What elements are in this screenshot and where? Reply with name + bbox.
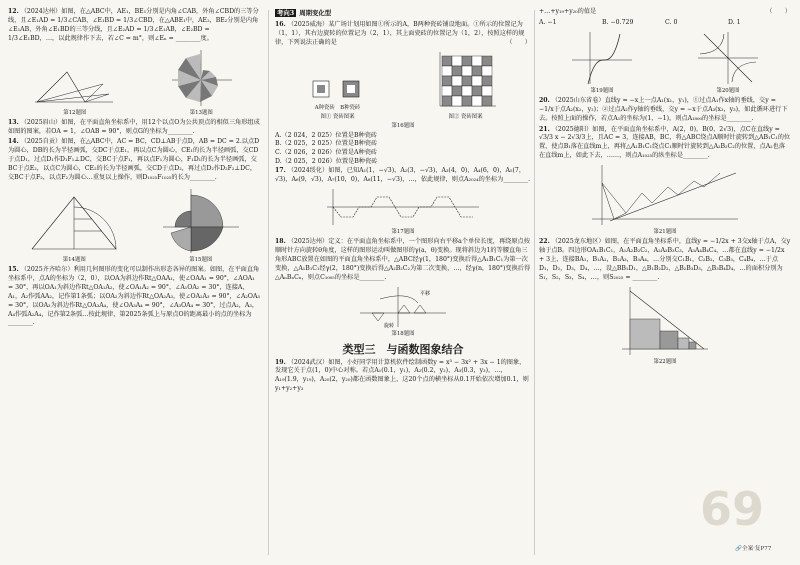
column-right — [539, 8, 791, 368]
figure-20-caption: 第20题图 — [716, 87, 740, 94]
figure-16-caption: 第16题图 — [391, 122, 415, 129]
option-c: C. 0 — [665, 18, 678, 26]
figure-15 — [161, 187, 241, 255]
option-a: A.（2 024，2 025）位置是B种瓷砖 — [275, 131, 378, 139]
link-icon: 🔗 — [735, 546, 742, 552]
column-left — [8, 8, 261, 330]
option-d: D.（2 025，2 026）位置是B种瓷砖 — [275, 158, 378, 166]
option-b: B.（2 025，2 025）位置是B种瓷砖 — [275, 140, 378, 148]
problem-19-options — [539, 19, 791, 28]
figure-12 — [33, 62, 117, 108]
problem-17: 17. （2024绥化）如图，已知A₁(1，−√3)，A₂(3，−√3)，A₃(4，0)，A₄(6，0)，A₅(7，√3)，A₆(9，√3)，A₇(10，0)，A₈(11，−√3)，…，依此规律，则点A₂₀₂₄的坐标为________. — [275, 167, 531, 184]
option-d: D. 1 — [728, 18, 741, 26]
figure-22 — [620, 285, 710, 357]
figure-19 — [570, 30, 634, 86]
label-rot: 旋转 — [384, 322, 395, 329]
figure-17 — [323, 187, 483, 227]
figure-14-caption: 第14题图 — [62, 256, 86, 263]
figure-13 — [166, 48, 236, 108]
tile-samples — [309, 77, 367, 101]
option-b: B. −0.729 — [602, 18, 634, 26]
problem-16: 16. （2025威海）某广场计划用如图①所示的A，B两种瓷砖铺设地面。①所示的位置记为（1，1），其右边旋转的位置记为（2，1），其上面瓷砖的位置记为（1，2），按照这样的规律，下列说法正确的是 （ ） — [275, 20, 531, 46]
tile-grid — [434, 50, 498, 110]
figure-15-caption: 第15题图 — [189, 256, 213, 263]
column-middle — [275, 8, 531, 396]
figure-row-14-15 — [8, 185, 261, 266]
figure-16: A种瓷砖 B种瓷砖 图① 瓷砖图案 图② 瓷砖图案 — [275, 50, 531, 123]
problem-19-cont: +…+y₁₉+y₂₀的值是 （ ） — [539, 8, 791, 15]
column-divider — [268, 10, 269, 555]
problem-16-options — [275, 132, 531, 168]
option-a: A. −1 — [539, 18, 557, 26]
problem-15: 15. （2025齐齐哈尔）利用几何图形的变化可以制作出形态各异的图案。如图，在平面直角坐标系中，点A的坐标为（2，0），以OA为斜边作Rt△OAA₁，使∠OAA₁ = 90°，∠AOA₁ = 30°，再以OA₁为斜边作Rt△OA₁A₂，使∠OA₁A₂ = 90°，∠A₁OA₂ = 30°，连接A，A₁，A₂作弧AA₂，记作第1条弧；以OA₂为斜边作Rt△OA₂A₃，使∠OA₂A₃ = 90°，∠A₂OA₃ = 30°，以OA₃为斜边作Rt△OA₃A₄，使∠OA₃A₄ = 90°，∠A₃OA₄ = 30°，过点A₂，A₃，A₄作弧A₂A₄，记作第2条弧…按此规律，第2025条弧上与原点O的距离最小的点的坐标为________. — [8, 265, 260, 327]
problem-21: 21. （2025德阳）如图，在平面直角坐标系中，A(2，0)，B(0，2√3)，点C在直线y = √3/3 x − 2√3/3上，且AC = 3，连接AB，BC，将△ABC绕点A顺时针旋转到△AB₁C₁的位置，使点B₁落在直线m上，再将△A₁B₁C₁绕点C₁顺时针旋转到△A₂B₂C₂的位置，点A₂也落在直线m上，如此下去，……，则点A₁₀₂₅的纵坐标是________. — [539, 125, 791, 160]
section-heading-periodic: 考向3 周期变化型 — [277, 9, 332, 17]
problem-12: 12. （2024达州）如图，在△ABC中，AE₁，BE₁分别是内角∠CAB，外角∠CBD的三等分线，且∠E₁AD = 1/3∠CAB，∠E₁BD = 1/3∠CBD，在△ABE₁中，AE₂，BE₂分别是内角∠E₁AB，外角∠E₁BD的三等分线，且∠E₂AD = 1/3∠E₁AB，∠E₂BD = 1/3∠E₁BD，…，以此规律作下去，若∠C = m°，则∠Eₙ = ________度。 — [8, 8, 259, 42]
column-divider — [534, 10, 535, 555]
figure-row-12-13 — [8, 46, 261, 119]
figure-13-caption: 第13题图 — [189, 109, 213, 116]
figure-22-caption: 第22题图 — [653, 358, 677, 365]
problem-20: 20. （2025山东省卷）直线y = −x上一点A₁(x₁，y₁)，①过点A₁作x轴的垂线，交y = −1/x于点A₂(x₂，y₂)；②过点A₂作y轴的垂线，交y = −x于点A₃(x₃，y₃)，如此循环进行下去。按照上面的操作，若点A₁的坐标为(1，−1)，则点A₁₈₀₀的坐标是________. — [539, 96, 788, 122]
figure-20 — [696, 30, 760, 86]
figure-19-caption: 第19题图 — [590, 87, 614, 94]
figure-21-caption: 第21题图 — [653, 229, 677, 236]
figure-17-caption: 第17题图 — [391, 228, 415, 235]
figure-row-19-20 — [539, 28, 791, 97]
figure-21 — [590, 163, 740, 227]
section-heading-function: 类型三 与函数图象结合 — [342, 342, 464, 356]
problem-13: 13. （2025眉山）如图，在平面直角坐标系中，用12个以点O为公共顶点的相似三角形组成如图的图案，若OA = 1，∠OAB = 90°，则点G的坐标为________. — [8, 118, 260, 135]
figure-18-caption: 第18题图 — [391, 330, 415, 337]
problem-14: 14. （2025自贡）如图，在△ABC中，AC = BC，CD⊥AB于点D，AB = DC = 2.以点D为圆心，DB的长为半径画弧，交DC于点E₁，再以点C为圆心，CE₁的长为半径画弧，交CD于点D₁，过点D₁作D₁F₁⊥DC，交BC于点F₁，再以点F₁为圆心，F₁D₁的长为半径画弧，交BC于点E₂，以点C为圆心，CE₂的长为半径画弧，交CD于点D₂，再过点D₂作D₂F₂⊥DC，交BC于点F₂，以点F₂为圆心…重复以上操作，则D₁₀₂₅F₁₀₂₅的长为________. — [8, 138, 260, 182]
figure-12-caption: 第12题图 — [63, 109, 87, 116]
figure-18 — [358, 285, 448, 329]
problem-22: 22. （2025龙东地区）如图，在平面直角坐标系中，直线y = −1/2x + 3交x轴于点A，交y轴于点B。四边形OA₁B₁C₁，A₁A₂B₂C₂，A₂A₃B₃C₃，A₃A₄B₄C₄，…都在直线y = −1/2x + 3上，连接BA₁，B₁A₂，B₂A₃，B₃A₄，…分别交C₁B₁，C₂B₂，C₃B₃，C₄B₄，…于点D₁，D₂，D₃，D₄，…，设△BB₁D₁，△B₁B₂D₂，△B₂B₃D₃，△B₃B₄D₄，…的面积分别为S₁，S₂，S₃，S₄，…，则S₂₀₂₅ = ________. — [539, 238, 791, 281]
page-number: 69 — [700, 482, 765, 536]
problem-19: 19. （2024武汉）如图，小好同学用计算机软件绘制函数y = x³ − 3x² + 3x − 1的图象，发现它关于点(1，0)中心对称。若点A₁(0.1，y₁)，A₂(0.2，y₂)，A₃(0.3，y₃)，…，A₁₉(1.9，y₁₉)，A₂₀(2，y₂₀)都在函数图象上，这20个点的横坐标从0.1开始依次增加0.1，则y₁+y₂+y₃ — [275, 358, 529, 393]
label-pan: 平移 — [420, 290, 431, 297]
option-c: C.（2 026，2 026）位置是A种瓷砖 — [275, 149, 378, 157]
page-footer: 🔗全案·复P77 — [735, 546, 772, 552]
figure-14 — [28, 193, 120, 255]
problem-18: 18. （2025达州）定义：在平面直角坐标系中，一个图形向右平移a个单位长度，再绕原点按顺时针方向旋转θ角度，这样的图形运动叫做图形的γ(a，θ)变换。现将斜边为1的等腰直角三角形ABC放置在如图的平面直角坐标系中，△ABC经γ(1，180°)变换后得△A₁B₁C₁为第一次变换，△A₁B₁C₁经γ(2，180°)变换后得△A₂B₂C₂为第二次变换，…，经γ(n，180°)变换后得△AₙBₙCₙ，则点C₁₀₀₅的坐标是________. — [275, 237, 531, 281]
